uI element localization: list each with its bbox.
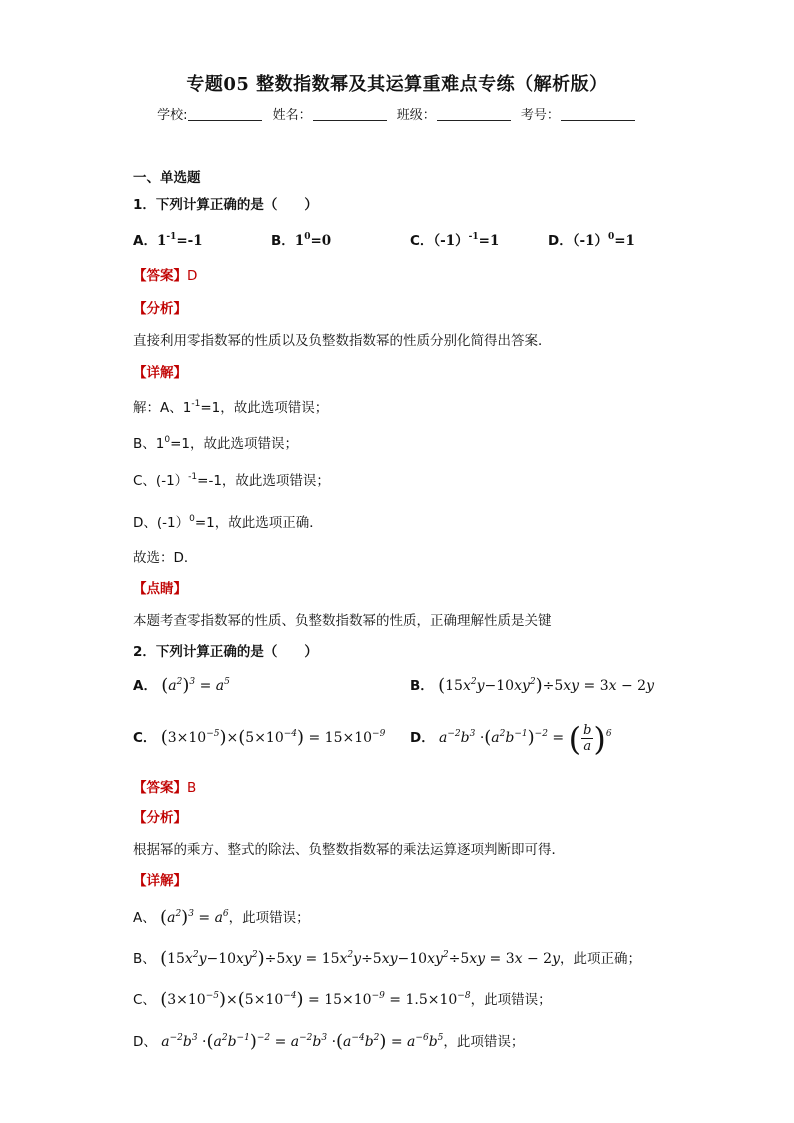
- class-blank[interactable]: [437, 108, 511, 121]
- q2-option-b: B． $(15x^2y-10xy^2)\div 5xy = 3x - 2y$: [410, 675, 655, 696]
- document-title: 专题05 整数指数幂及其运算重难点专练（解析版）: [186, 74, 608, 95]
- q2-option-c: C． $(3\times 10^{-5})\times(5\times 10^{-4}) = 15\times 10^{-9}$: [133, 727, 386, 748]
- q2-option-d-formula: $a^{-2}b^3 \cdot(a^2b^{-1})^{-2}$ = ( $\frac{b}{a}$ )$^6$: [439, 720, 612, 758]
- q2-option-d: D． $a^{-2}b^3 \cdot(a^2b^{-1})^{-2}$ = ( $\frac{b}{a}$ )$^6$: [410, 720, 612, 758]
- q2-answer: 【答案】B: [133, 780, 197, 796]
- school-blank[interactable]: [188, 108, 262, 121]
- class-label: 班级：: [396, 108, 436, 123]
- q1-answer: 【答案】D: [133, 268, 198, 284]
- q2-detail-tag: 【详解】: [133, 873, 187, 889]
- q1-detail-a: 解：A、$1^{-1}=1$，故此选项错误；: [133, 399, 329, 416]
- q2-option-c-formula: $(3\times 10^{-5})\times(5\times 10^{-4}) = 15\times 10^{-9}$: [160, 727, 386, 748]
- number-label: 考号：: [520, 108, 560, 123]
- q2-analysis-text: 根据幂的乘方、整式的除法、负整数指数幂的乘法运算逐项判断即可得．: [133, 842, 565, 858]
- name-blank[interactable]: [313, 108, 387, 121]
- q1-detail-tag: 【详解】: [133, 365, 187, 381]
- q1-stem: 1．下列计算正确的是（ ）: [133, 197, 318, 213]
- q1-option-a: A．$1^{-1}=-1$: [133, 232, 203, 249]
- q1-analysis-text: 直接利用零指数幂的性质以及负整数指数幂的性质分别化简得出答案．: [133, 333, 552, 349]
- school-label: 学校:: [157, 108, 188, 123]
- q1-comment-tag: 【点睛】: [133, 581, 187, 597]
- q1-option-d: D．$(-1)^0=1$: [548, 232, 635, 249]
- q1-detail-d: D、(-1）$^0$=1，故此选项正确．: [133, 514, 323, 531]
- q2-detail-d: D、 $a^{-2}b^3 \cdot(a^2b^{-1})^{-2} = a^{-2}b^3 \cdot(a^{-4}b^2) = a^{-6}b^5$，此项错误；: [133, 1031, 525, 1052]
- q2-stem: 2．下列计算正确的是（ ）: [133, 644, 318, 660]
- q1-detail-c: C、(-1）$^{-1}$=-1，故此选项错误；: [133, 472, 330, 489]
- q2-option-a: A． $(a^2)^3 = a^5$: [133, 675, 230, 696]
- student-info-row: [0, 104, 794, 123]
- name-label: 姓名：: [272, 108, 312, 123]
- q1-conclusion: 故选：D．: [133, 550, 198, 566]
- q1-analysis-tag: 【分析】: [133, 301, 187, 317]
- number-blank[interactable]: [561, 108, 635, 121]
- section-heading: 一、单选题: [133, 170, 201, 186]
- q2-detail-a: A、 $(a^2)^3 = a^6$，此项错误；: [133, 907, 310, 928]
- q2-detail-c: C、 $(3\times 10^{-5})\times(5\times 10^{-4}) = 15\times 10^{-9} = 1.5\times 10^{-8}$，此项错误；: [133, 989, 552, 1010]
- q1-option-c: C．$(-1)^{-1}=1$: [410, 232, 500, 249]
- q1-detail-b: B、$1^0=1$，故此选项错误；: [133, 435, 298, 452]
- q2-option-a-formula: $(a^2)^3 = a^5$: [161, 675, 230, 696]
- q2-option-b-formula: $(15x^2y-10xy^2)\div 5xy = 3x - 2y$: [438, 675, 655, 696]
- q2-detail-b: B、 $(15x^2y-10xy^2)\div 5xy = 15x^2y\div 5xy-10xy^2\div 5xy = 3x - 2y$，此项正确；: [133, 948, 641, 969]
- q1-option-b: B．$1^0=0$: [271, 232, 332, 249]
- q1-comment-text: 本题考查零指数幂的性质、负整数指数幂的性质，正确理解性质是关键: [133, 613, 552, 629]
- q2-analysis-tag: 【分析】: [133, 810, 187, 826]
